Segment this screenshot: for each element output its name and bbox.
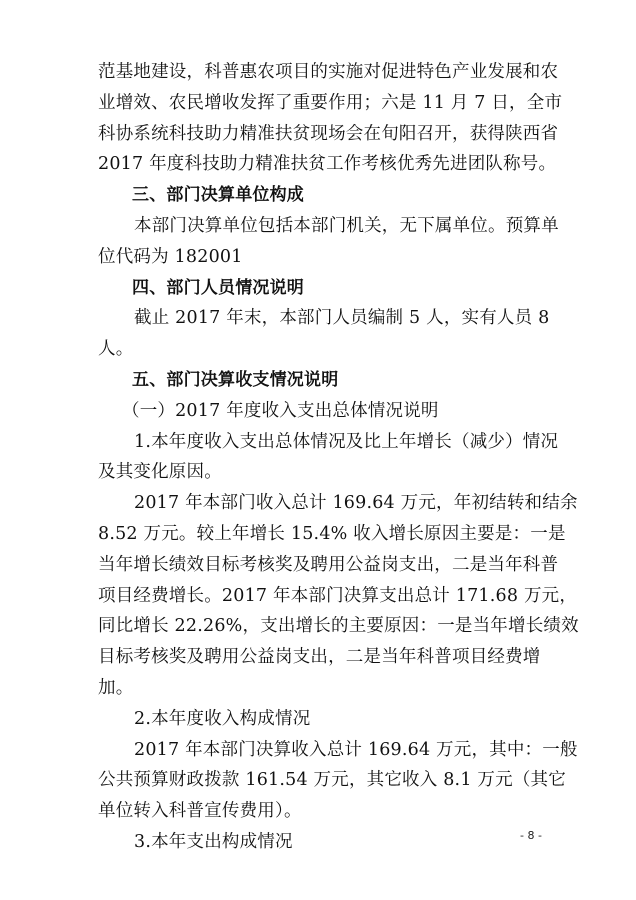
paragraph-line: 本部门决算单位包括本部门机关，无下属单位。预算单 [134,216,559,236]
paragraph-line: 人。 [98,339,134,359]
paragraph-line: 截止 2017 年末，本部门人员编制 5 人，实有人员 8 [134,308,550,328]
paragraph-line: 当年增长绩效目标考核奖及聘用公益岗支出，二是当年科普 [98,555,559,575]
paragraph-line: 范基地建设，科普惠农项目的实施对促进特色产业发展和农 [98,62,559,82]
paragraph-line: 8.52 万元。较上年增长 15.4% 收入增长原因主要是：一是 [98,524,566,544]
paragraph-line: 2.本年度收入构成情况 [134,709,311,729]
paragraph-line: 2017 年本部门收入总计 169.64 万元，年初结转和结余 [134,493,578,513]
paragraph-line: 公共预算财政拨款 161.54 万元，其它收入 8.1 万元（其它 [98,770,566,790]
paragraph-line: 业增效、农民增收发挥了重要作用；六是 11 月 7 日，全市 [98,93,563,113]
paragraph-line: 目标考核奖及聘用公益岗支出，二是当年科普项目经费增 [98,647,541,667]
paragraph-line: 3.本年支出构成情况 [134,832,293,852]
paragraph-line: 单位转入科普宣传费用）。 [98,801,302,821]
section-heading: 五、部门决算收支情况说明 [132,370,339,390]
page-number: - 8 - [520,829,542,842]
paragraph-line: 及其变化原因。 [98,462,222,482]
paragraph-line: 2017 年本部门决算收入总计 169.64 万元，其中：一般 [134,740,578,760]
section-heading: 四、部门人员情况说明 [132,278,304,298]
paragraph-line: 2017 年度科技助力精准扶贫工作考核优秀先进团队称号。 [98,154,557,174]
paragraph-line: 科协系统科技助力精准扶贫现场会在旬阳召开，获得陕西省 [98,124,559,144]
paragraph-line: 同比增长 22.26%，支出增长的主要原因：一是当年增长绩效 [98,616,579,636]
paragraph-line: 1.本年度收入支出总体情况及比上年增长（减少）情况 [134,432,559,452]
section-heading: 三、部门决算单位构成 [132,185,304,205]
subsection-heading: （一）2017 年度收入支出总体情况说明 [122,401,439,421]
paragraph-line: 位代码为 182001 [98,247,243,267]
paragraph-line: 加。 [98,678,134,698]
paragraph-line: 项目经费增长。2017 年本部门决算支出总计 171.68 万元， [98,586,578,606]
